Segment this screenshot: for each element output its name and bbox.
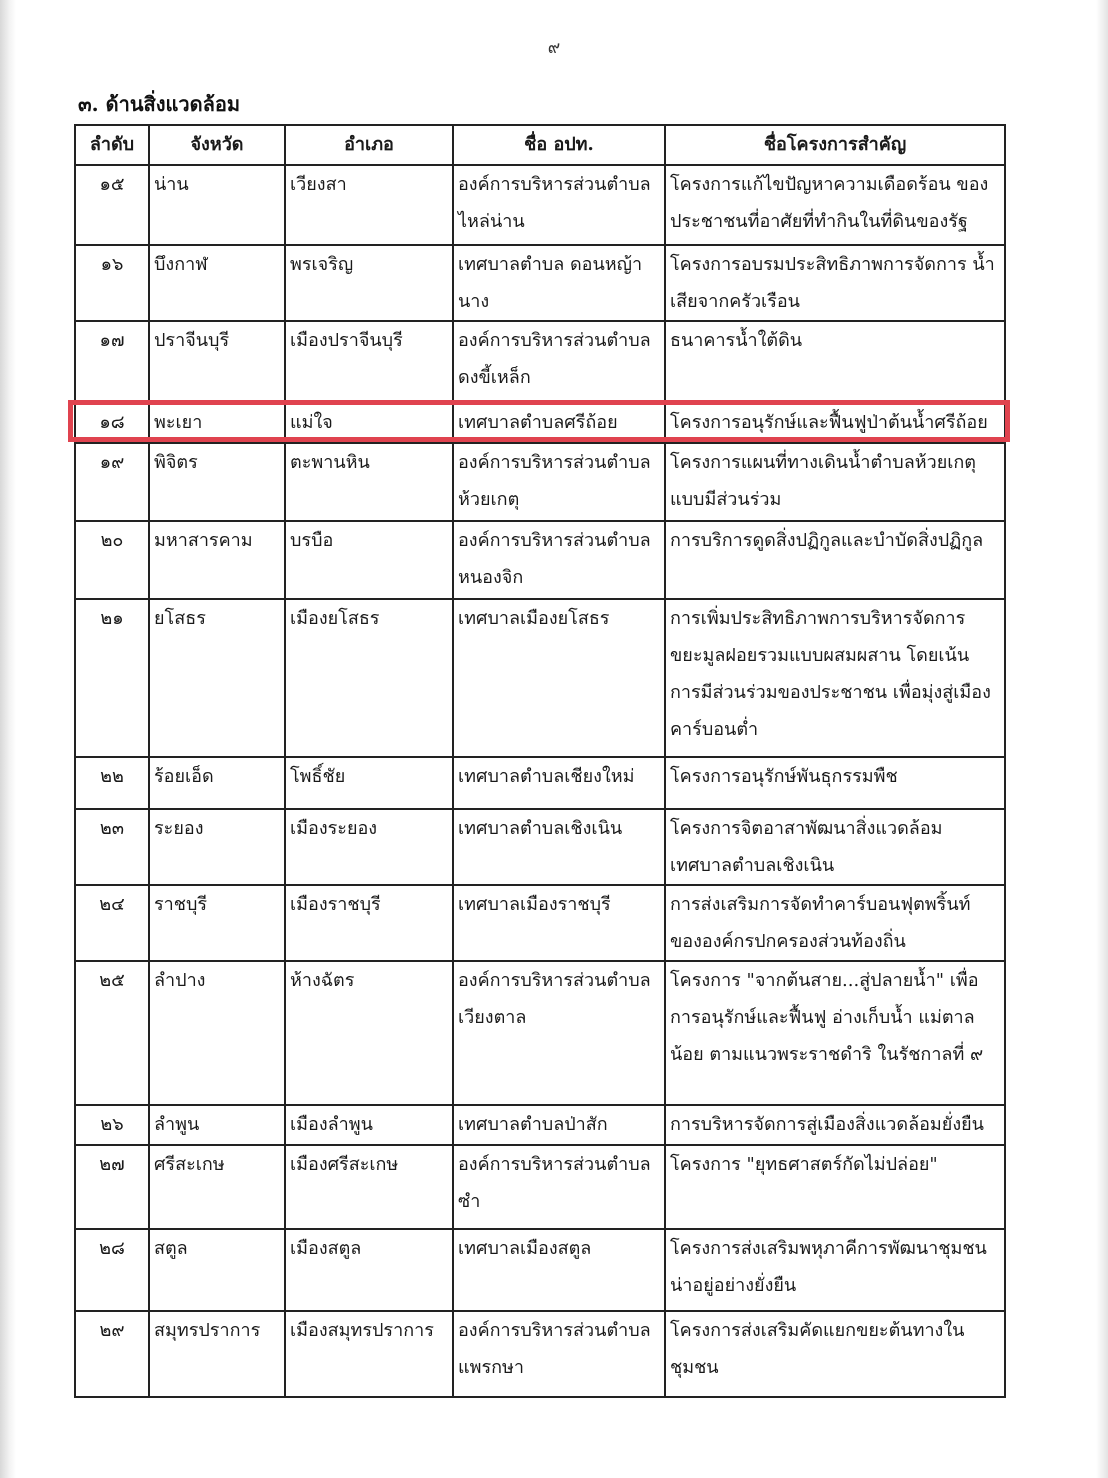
- cell-local-authority: เทศบาลตำบลศรีถ้อย: [453, 403, 665, 443]
- cell-province: สตูล: [149, 1229, 285, 1311]
- cell-order: ๒๒: [75, 757, 149, 809]
- cell-district: เมืองสตูล: [285, 1229, 453, 1311]
- table-row: [75, 809, 1005, 885]
- cell-project-name: โครงการแก้ไขปัญหาความเดือดร้อน ของประชาชนที่อาศัยที่ทำกินในที่ดินของรัฐ: [665, 165, 1005, 245]
- cell-local-authority: เทศบาลเมืองยโสธร: [453, 599, 665, 757]
- cell-district: เมืองสมุทรปราการ: [285, 1311, 453, 1397]
- cell-province: มหาสารคาม: [149, 521, 285, 599]
- page-number: ๙: [547, 38, 561, 58]
- cell-district: เมืองยโสธร: [285, 599, 453, 757]
- cell-project-name: การส่งเสริมการจัดทำคาร์บอนฟุตพริ้นท์ ขององค์กรปกครองส่วนท้องถิ่น: [665, 885, 1005, 961]
- cell-order: ๑๖: [75, 245, 149, 321]
- cell-order: ๒๗: [75, 1145, 149, 1229]
- cell-local-authority: เทศบาลตำบลเชียงใหม่: [453, 757, 665, 809]
- cell-project-name: โครงการส่งเสริมคัดแยกขยะต้นทางใน ชุมชน: [665, 1311, 1005, 1397]
- cell-project-name: โครงการอบรมประสิทธิภาพการจัดการ น้ำเสียจากครัวเรือน: [665, 245, 1005, 321]
- cell-local-authority: องค์การบริหารส่วนตำบล เวียงตาล: [453, 961, 665, 1105]
- projects-table: [74, 124, 1006, 1398]
- cell-project-name: โครงการอนุรักษ์พันธุกรรมพืช: [665, 757, 1005, 809]
- table-row: [75, 1311, 1005, 1397]
- cell-project-name: การบริหารจัดการสู่เมืองสิ่งแวดล้อมยั่งยืน: [665, 1105, 1005, 1145]
- cell-project-name: การบริการดูดสิ่งปฏิกูลและบำบัดสิ่งปฏิกูล: [665, 521, 1005, 599]
- cell-local-authority: องค์การบริหารส่วนตำบล ซำ: [453, 1145, 665, 1229]
- cell-local-authority: เทศบาลตำบลเชิงเนิน: [453, 809, 665, 885]
- cell-local-authority: เทศบาลเมืองสตูล: [453, 1229, 665, 1311]
- cell-district: พรเจริญ: [285, 245, 453, 321]
- cell-order: ๑๗: [75, 321, 149, 403]
- cell-order: ๑๙: [75, 443, 149, 521]
- cell-local-authority: องค์การบริหารส่วนตำบล ห้วยเกตุ: [453, 443, 665, 521]
- table-row: [75, 321, 1005, 403]
- cell-district: เมืองปราจีนบุรี: [285, 321, 453, 403]
- cell-province: ระยอง: [149, 809, 285, 885]
- table-row: [75, 521, 1005, 599]
- cell-project-name: โครงการแผนที่ทางเดินน้ำตำบลห้วยเกตุ แบบมีส่วนร่วม: [665, 443, 1005, 521]
- cell-order: ๒๑: [75, 599, 149, 757]
- cell-project-name: โครงการอนุรักษ์และฟื้นฟูป่าต้นน้ำศรีถ้อย: [665, 403, 1005, 443]
- cell-province: บึงกาฬ: [149, 245, 285, 321]
- table-row: [75, 1105, 1005, 1145]
- table-row: [75, 757, 1005, 809]
- cell-order: ๒๐: [75, 521, 149, 599]
- table-row: [75, 1229, 1005, 1311]
- table-row: [75, 245, 1005, 321]
- table-header-row: [75, 125, 1005, 165]
- cell-local-authority: องค์การบริหารส่วนตำบล ดงขี้เหล็ก: [453, 321, 665, 403]
- table-row: [75, 165, 1005, 245]
- cell-project-name: ธนาคารน้ำใต้ดิน: [665, 321, 1005, 403]
- cell-province: ศรีสะเกษ: [149, 1145, 285, 1229]
- cell-province: สมุทรปราการ: [149, 1311, 285, 1397]
- cell-order: ๒๘: [75, 1229, 149, 1311]
- cell-local-authority: เทศบาลตำบลป่าสัก: [453, 1105, 665, 1145]
- header-province: จังหวัด: [149, 125, 285, 165]
- table-row: [75, 443, 1005, 521]
- table-row: [75, 1145, 1005, 1229]
- header-project-name: ชื่อโครงการสำคัญ: [665, 125, 1005, 165]
- cell-province: ร้อยเอ็ด: [149, 757, 285, 809]
- header-district: อำเภอ: [285, 125, 453, 165]
- cell-district: ห้างฉัตร: [285, 961, 453, 1105]
- cell-province: พะเยา: [149, 403, 285, 443]
- cell-local-authority: เทศบาลตำบล ดอนหญ้านาง: [453, 245, 665, 321]
- cell-district: ตะพานหิน: [285, 443, 453, 521]
- cell-province: ลำปาง: [149, 961, 285, 1105]
- cell-order: ๑๕: [75, 165, 149, 245]
- cell-order: ๒๙: [75, 1311, 149, 1397]
- cell-province: ราชบุรี: [149, 885, 285, 961]
- cell-local-authority: องค์การบริหารส่วนตำบล แพรกษา: [453, 1311, 665, 1397]
- cell-district: แม่ใจ: [285, 403, 453, 443]
- header-local-authority: ชื่อ อปท.: [453, 125, 665, 165]
- table-row: [75, 961, 1005, 1105]
- cell-project-name: การเพิ่มประสิทธิภาพการบริหารจัดการ ขยะมูลฝอยรวมแบบผสมผสาน โดยเน้น การมีส่วนร่วมของประชาชน เพื่อมุ่งสู่เมือง คาร์บอนต่ำ: [665, 599, 1005, 757]
- table-row: [75, 599, 1005, 757]
- cell-project-name: โครงการ "จากต้นสาย...สู่ปลายน้ำ" เพื่อการอนุรักษ์และฟื้นฟู อ่างเก็บน้ำ แม่ตาลน้อย ตามแนวพระราชดำริ ในรัชกาลที่ ๙: [665, 961, 1005, 1105]
- cell-order: ๒๕: [75, 961, 149, 1105]
- header-order: ลำดับ: [75, 125, 149, 165]
- cell-project-name: โครงการจิตอาสาพัฒนาสิ่งแวดล้อม เทศบาลตำบลเชิงเนิน: [665, 809, 1005, 885]
- cell-province: พิจิตร: [149, 443, 285, 521]
- cell-local-authority: องค์การบริหารส่วนตำบล ไหล่น่าน: [453, 165, 665, 245]
- cell-district: เวียงสา: [285, 165, 453, 245]
- cell-project-name: โครงการส่งเสริมพหุภาคีการพัฒนาชุมชน น่าอยู่อย่างยั่งยืน: [665, 1229, 1005, 1311]
- cell-local-authority: เทศบาลเมืองราชบุรี: [453, 885, 665, 961]
- cell-district: เมืองระยอง: [285, 809, 453, 885]
- section-title: ๓. ด้านสิ่งแวดล้อม: [78, 92, 241, 116]
- cell-district: บรบือ: [285, 521, 453, 599]
- cell-order: ๒๔: [75, 885, 149, 961]
- cell-district: เมืองศรีสะเกษ: [285, 1145, 453, 1229]
- cell-province: ลำพูน: [149, 1105, 285, 1145]
- cell-province: ปราจีนบุรี: [149, 321, 285, 403]
- scan-shadow-right: [1096, 0, 1108, 1478]
- cell-province: น่าน: [149, 165, 285, 245]
- cell-district: เมืองราชบุรี: [285, 885, 453, 961]
- table-body: [75, 165, 1005, 1397]
- cell-district: เมืองลำพูน: [285, 1105, 453, 1145]
- cell-local-authority: องค์การบริหารส่วนตำบล หนองจิก: [453, 521, 665, 599]
- cell-order: ๑๘: [75, 403, 149, 443]
- scan-shadow-left: [0, 0, 16, 1478]
- table-row: [75, 885, 1005, 961]
- cell-district: โพธิ์ชัย: [285, 757, 453, 809]
- cell-province: ยโสธร: [149, 599, 285, 757]
- cell-order: ๒๖: [75, 1105, 149, 1145]
- table-row-highlighted: [75, 403, 1005, 443]
- cell-order: ๒๓: [75, 809, 149, 885]
- cell-project-name: โครงการ "ยุทธศาสตร์กัดไม่ปล่อย": [665, 1145, 1005, 1229]
